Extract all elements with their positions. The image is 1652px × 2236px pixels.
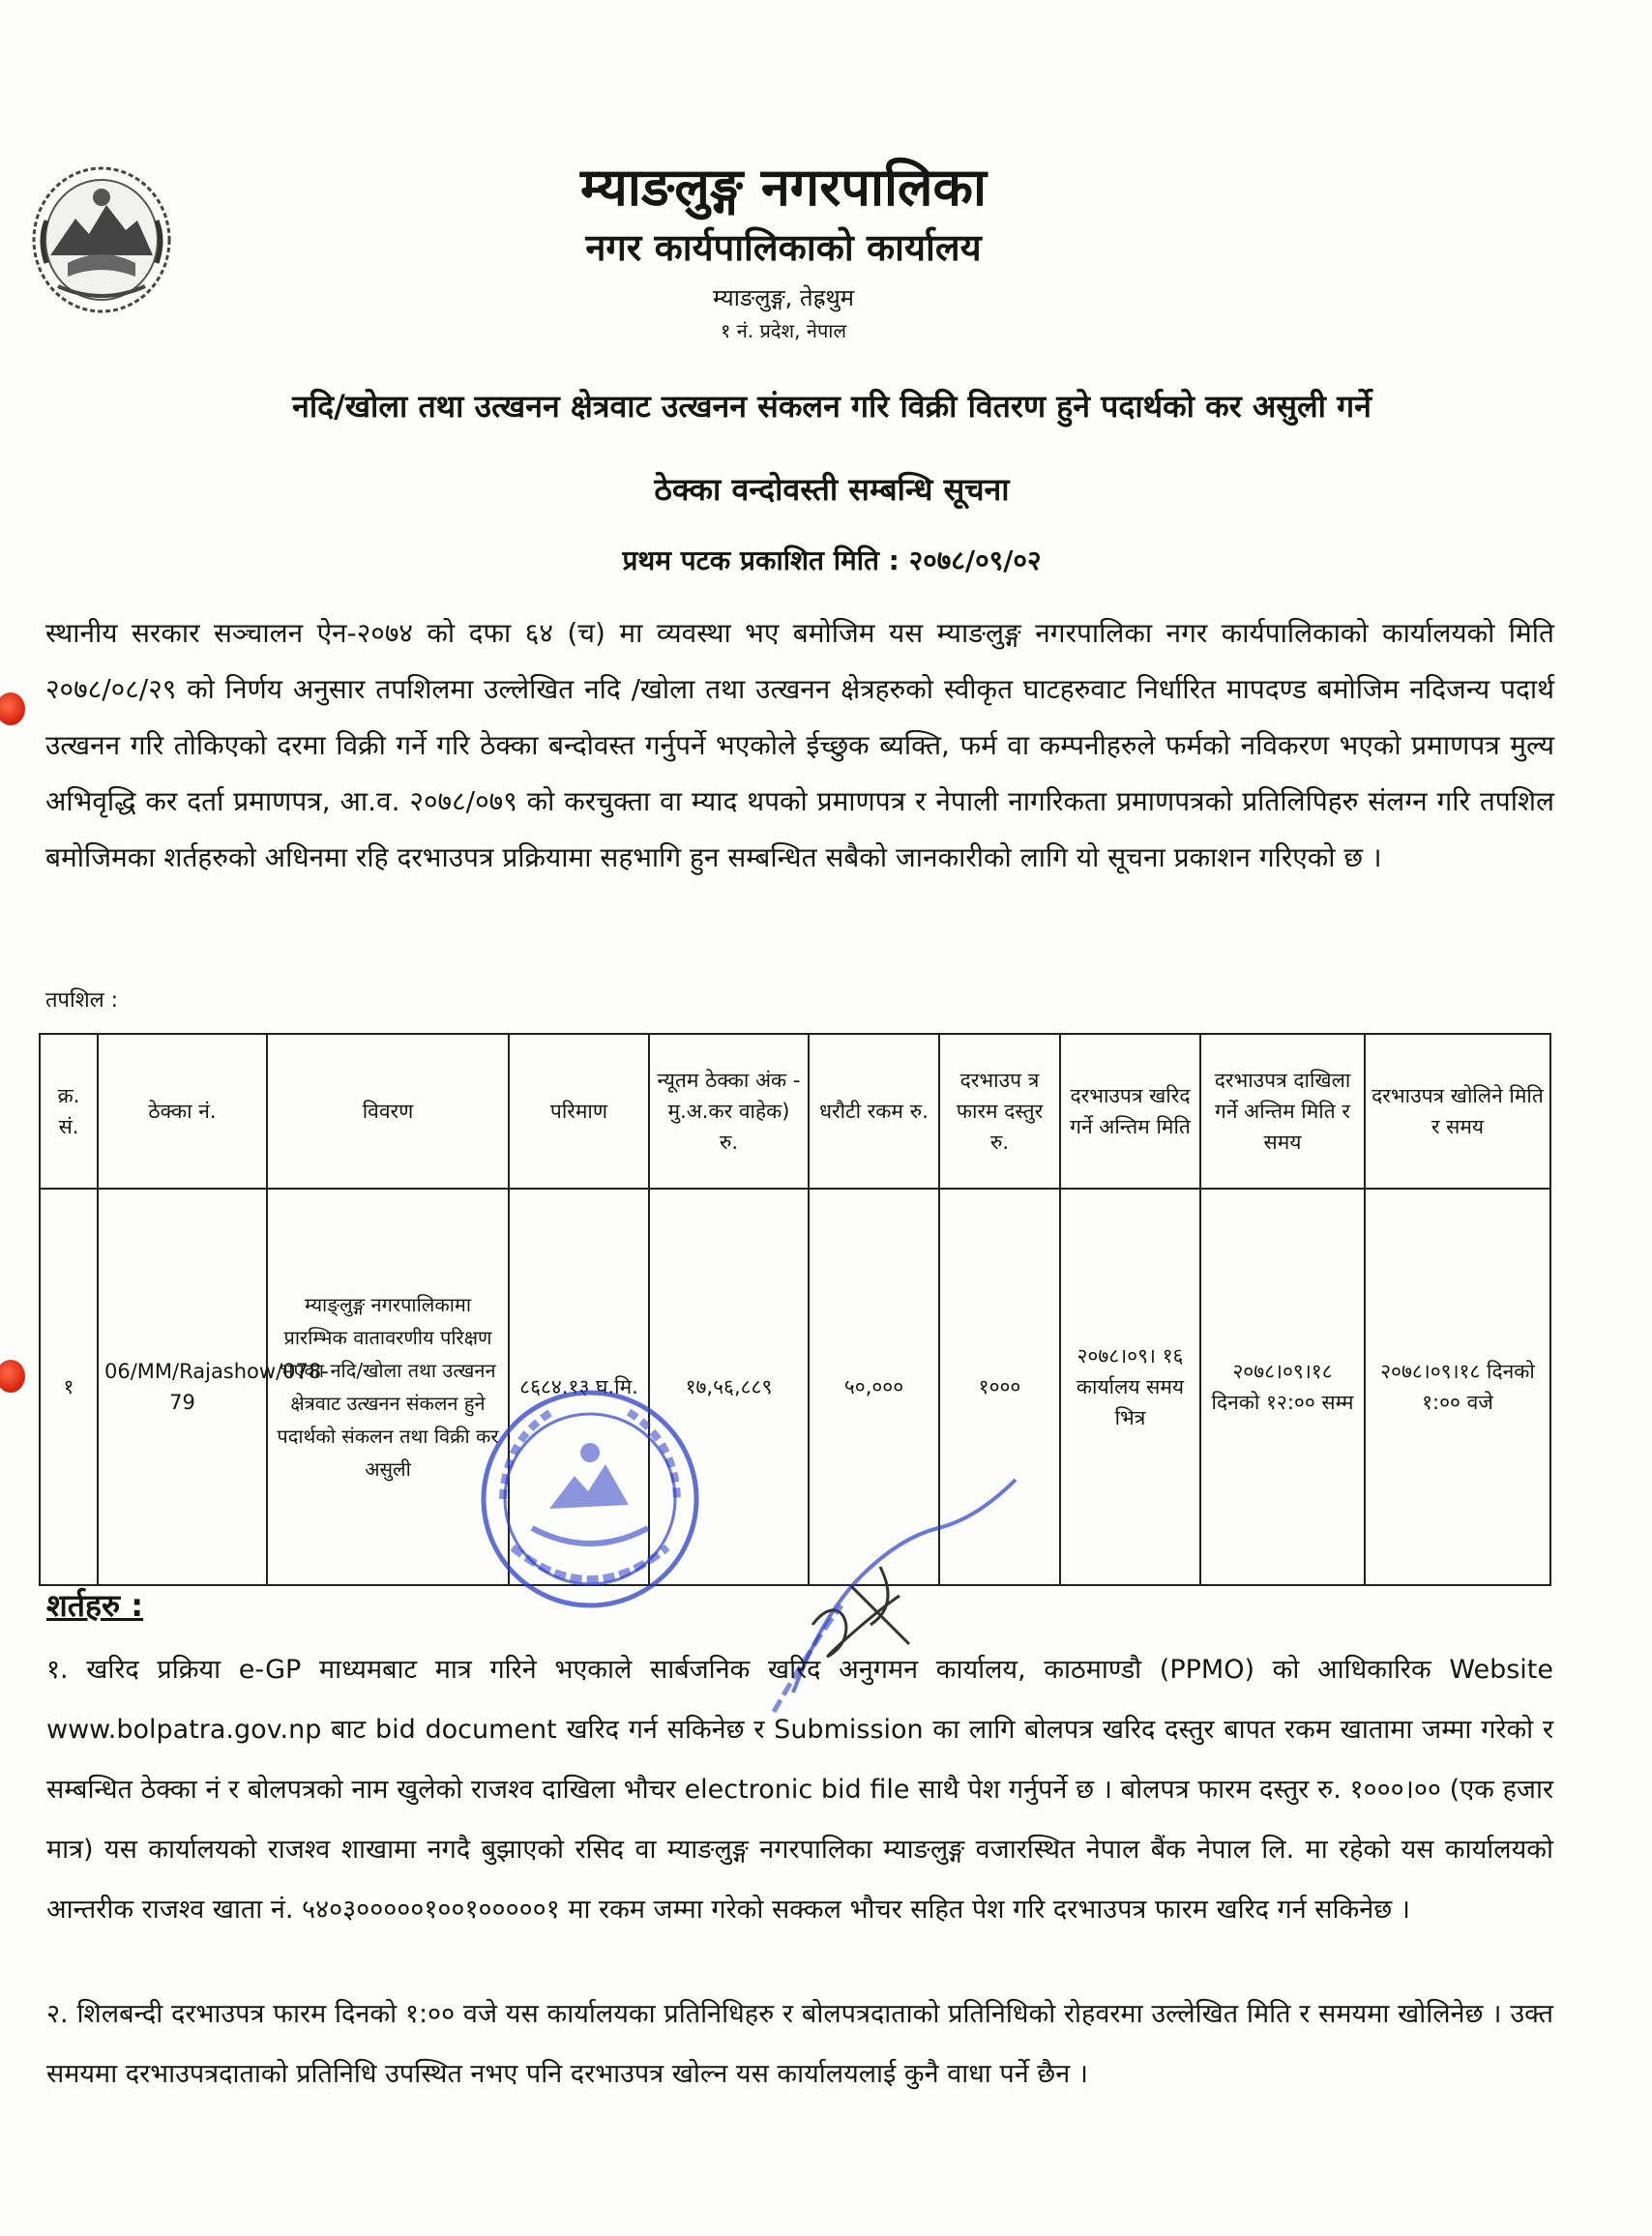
col-header-min-amount: न्यूतम ठेक्का अंक - मु.अ.कर वाहेक) रु.	[649, 1034, 809, 1189]
office-name: नगर कार्यपालिकाको कार्यालय	[585, 226, 982, 269]
punch-hole-mark-bottom	[0, 1360, 25, 1393]
address-line-2: १ नं. प्रदेश, नेपाल	[720, 319, 847, 342]
cell-description: म्याङ्लुङ्ग नगरपालिकामा प्रारम्भिक वातावरणीय परिक्षण भएका नदि/खोला तथा उत्खनन क्षेत्रवाट उत्खनन संकलन हुने पदार्थको संकलन तथा विक्री कर असुली	[267, 1189, 509, 1585]
condition-item-2: २. शिलबन्दी दरभाउपत्र फारम दिनको १:०० वजे यस कार्यालयका प्रतिनिधिहरु र बोलपत्रदाताको प्रतिनिधिको रोहवरमा उल्लेखित मिति र समयमा खोलिनेछ । उक्त समयमा दरभाउपत्रदाताको प्रतिनिधि उपस्थित नभए पनि दरभाउपत्र खोल्न यस कार्यालयलाई कुनै वाधा पर्ने छैन ।	[46, 1999, 1553, 2089]
municipality-name: म्याङलुङ्ग नगरपालिका	[579, 157, 988, 218]
col-header-sn: क्र. सं.	[40, 1034, 98, 1189]
col-header-quantity: परिमाण	[509, 1034, 649, 1189]
cell-sn: १	[40, 1189, 98, 1585]
condition-item-1: १. खरिद प्रक्रिया e-GP माध्यमबाट मात्र गरिने भएकाले सार्बजनिक खरिद अनुगमन कार्यालय, काठमाण्डौ (PPMO) को आधिकारिक Website www.bolpatra.gov.np बाट bid document खरिद गर्न सकिनेछ र Submission का लागि बोलपत्र खरिद दस्तुर बापत रकम खातामा जम्मा गरेको र सम्बन्धित ठेक्का नं र बोलपत्रको नाम खुलेको राजश्व दाखिला भौचर electronic bid file साथै पेश गर्नुपर्ने छ । बोलपत्र फारम दस्तुर रु. १०००।०० (एक हजार मात्र) यस कार्यालयको राजश्व शाखामा नगदै बुझाएको रसिद वा म्याङलुङ्ग नगरपालिका म्याङलुङ्ग वजारस्थित नेपाल बैंक नेपाल लि. मा रहेको यस कार्यालयको आन्तरीक राजश्व खाता नं. ५४०३०००००१००१०००००१ मा रकम जम्मा गरेको सक्कल भौचर सहित पेश गरि दरभाउपत्र फारम खरिद गर्न सकिनेछ ।	[46, 1655, 1553, 1925]
notice-subject: नदि/खोला तथा उत्खनन क्षेत्रवाट उत्खनन संकलन गरि विक्री वितरण हुने पदार्थको कर असुली गर्ने	[292, 388, 1372, 425]
cell-submission-deadline: २०७८।०९।१८ दिनको १२:०० सम्म	[1200, 1189, 1365, 1585]
table-header-row	[40, 1034, 1550, 1189]
schedule-label: तपशिल :	[45, 988, 119, 1013]
cell-purchase-deadline: २०७८।०९। १६ कार्यालय समय भित्र	[1060, 1189, 1200, 1585]
col-header-description: विवरण	[267, 1034, 509, 1189]
col-header-purchase-deadline: दरभाउपत्र खरिद गर्ने अन्तिम मिति	[1060, 1034, 1200, 1189]
col-header-deposit: धरौटी रकम रु.	[809, 1034, 939, 1189]
col-header-form-fee: दरभाउप त्र फारम दस्तुर रु.	[939, 1034, 1060, 1189]
punch-hole-mark-top	[0, 692, 25, 725]
publish-date: प्रथम पटक प्रकाशित मिति : २०७८/०९/०२	[622, 544, 1042, 576]
conditions-heading: शर्तहरु :	[46, 1587, 144, 1624]
office-stamp	[474, 1383, 706, 1615]
nepal-emblem-icon	[29, 162, 174, 317]
cell-quantity: ८६८४.१३ घ.मि.	[509, 1189, 649, 1585]
address-line-1: म्याङलुङ्ग, तेह्रथुम	[712, 284, 855, 311]
cell-opening: २०७८।०९।१८ दिनको १:०० वजे	[1365, 1189, 1550, 1585]
cell-min-amount: १७,५६,८८९	[649, 1189, 809, 1585]
intro-paragraph: स्थानीय सरकार सञ्चालन ऐन-२०७४ को दफा ६४ (च) मा व्यवस्था भए बमोजिम यस म्याङलुङ्ग नगरपालिका नगर कार्यपालिकाको कार्यालयको मिति २०७८/०८/२९ को निर्णय अनुसार तपशिलमा उल्लेखित नदि /खोला तथा उत्खनन क्षेत्रहरुको स्वीकृत घाटहरुवाट निर्धारित मापदण्ड बमोजिम नदिजन्य पदार्थ उत्खनन गरि तोकिएको दरमा विक्री गर्ने गरि ठेक्का बन्दोवस्त गर्नुपर्ने भएकोले ईच्छुक ब्यक्ति, फर्म वा कम्पनीहरुले फर्मको नविकरण भएको प्रमाणपत्र मुल्य अभिवृद्धि कर दर्ता प्रमाणपत्र, आ.व. २०७८/०७९ को करचुक्ता वा म्याद थपको प्रमाणपत्र र नेपाली नागरिकता प्रमाणपत्रको प्रतिलिपिहरु संलग्न गरि तपशिल बमोजिमका शर्तहरुको अधिनमा रहि दरभाउपत्र प्रक्रियामा सहभागि हुन सम्बन्धित सबैको जानकारीको लागि यो सूचना प्रकाशन गरिएको छ ।	[45, 617, 1554, 873]
notice-title: ठेक्का वन्दोवस्ती सम्बन्धि सूचना	[654, 471, 1010, 508]
cell-contract-no: 06/MM/Rajashow/078-79	[98, 1189, 267, 1585]
cell-form-fee: १०००	[939, 1189, 1060, 1585]
cell-deposit: ५०,०००	[809, 1189, 939, 1585]
col-header-contract-no: ठेक्का नं.	[98, 1034, 267, 1189]
col-header-submission-deadline: दरभाउपत्र दाखिला गर्ने अन्तिम मिति र समय	[1200, 1034, 1365, 1189]
col-header-opening: दरभाउपत्र खोलिने मिति र समय	[1365, 1034, 1550, 1189]
